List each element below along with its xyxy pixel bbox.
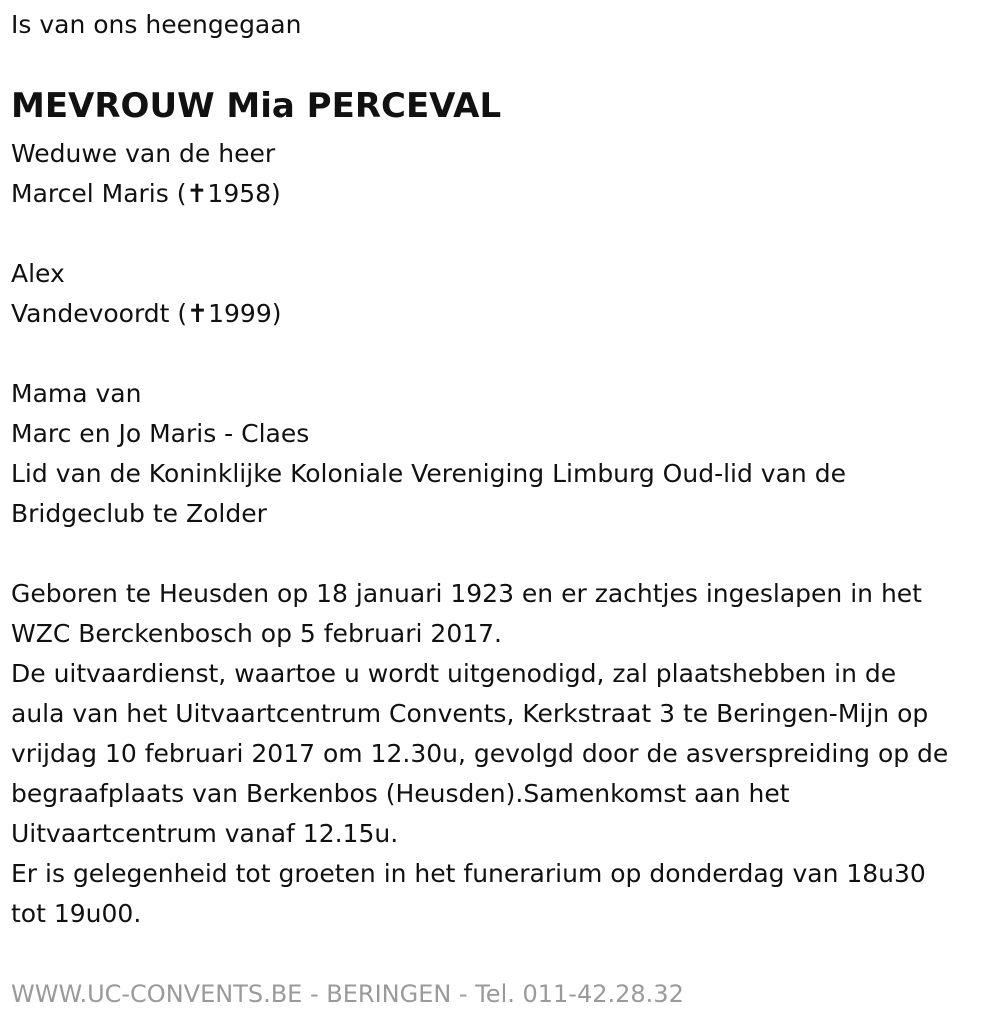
family-line-4: Bridgeclub te Zolder (11, 499, 267, 528)
spouse-line-1: Weduwe van de heer (11, 139, 276, 168)
family-line-3: Lid van de Koninklijke Koloniale Vereniging Limburg Oud-lid van de (11, 459, 846, 488)
details-line-4: aula van het Uitvaartcentrum Convents, Kerkstraat 3 te Beringen-Mijn op (11, 699, 929, 728)
details-line-3: De uitvaardienst, waartoe u wordt uitgenodigd, zal plaatshebben in de (11, 659, 897, 688)
details-line-9: tot 19u00. (11, 899, 142, 928)
family-line-2: Marc en Jo Maris - Claes (11, 419, 310, 448)
spouse-line-2: Marcel Maris (✝1958) (11, 179, 281, 208)
family-block (11, 374, 846, 534)
partner-block (11, 254, 282, 334)
details-line-5: vrijdag 10 februari 2017 om 12.30u, gevolgd door de asverspreiding op de (11, 739, 949, 768)
family-line-1: Mama van (11, 379, 142, 408)
partner-line-1: Alex (11, 259, 65, 288)
details-line-7: Uitvaartcentrum vanaf 12.15u. (11, 819, 399, 848)
funeral-home-footer: WWW.UC-CONVENTS.BE - BERINGEN - Tel. 011-42.28.32 (11, 980, 684, 1008)
intro-text: Is van ons heengegaan (11, 10, 302, 39)
details-line-2: WZC Berckenbosch op 5 februari 2017. (11, 619, 502, 648)
details-line-6: begraafplaats van Berkenbos (Heusden).Samenkomst aan het (11, 779, 790, 808)
details-line-8: Er is gelegenheid tot groeten in het funerarium op donderdag van 18u30 (11, 859, 926, 888)
spouse-block (11, 134, 281, 214)
deceased-name: MEVROUW Mia PERCEVAL (11, 86, 502, 126)
partner-line-2: Vandevoordt (✝1999) (11, 299, 282, 328)
details-block (11, 574, 948, 934)
details-line-1: Geboren te Heusden op 18 januari 1923 en er zachtjes ingeslapen in het (11, 579, 922, 608)
